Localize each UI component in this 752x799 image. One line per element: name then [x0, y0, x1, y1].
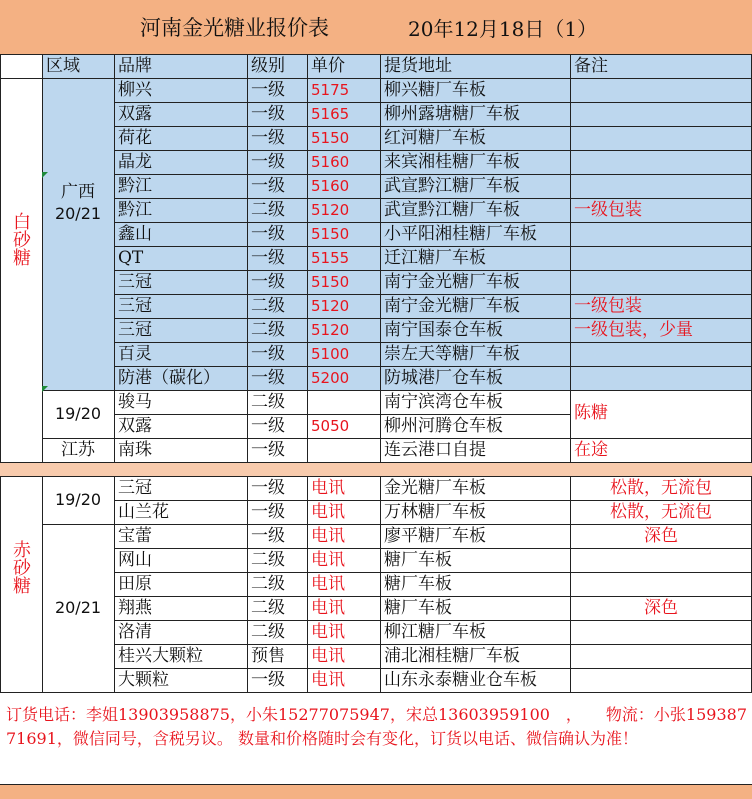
brand-cell: 网山 [118, 550, 152, 570]
grid-line [114, 270, 752, 271]
brand-cell: 防港（碳化） [118, 368, 220, 388]
grid-line [114, 54, 115, 462]
address-cell: 柳江糖厂车板 [384, 622, 486, 642]
brand-cell: QT [118, 248, 144, 268]
price-cell: 电讯 [311, 622, 345, 642]
note-cell [570, 366, 752, 390]
price-cell: 电讯 [311, 550, 345, 570]
grid-line [114, 414, 570, 415]
grid-line [0, 692, 752, 693]
period-label: 20/21 [54, 204, 102, 223]
section-separator [0, 462, 752, 476]
brand-cell: 柳兴 [118, 80, 152, 100]
price-cell: 5050 [311, 417, 350, 435]
grade-cell: 一级 [251, 128, 285, 148]
page-title: 河南金光糖业报价表 [140, 16, 329, 40]
grid-line [114, 668, 752, 669]
period-label: 19/20 [54, 404, 102, 423]
brand-cell: 田原 [118, 574, 152, 594]
grid-line [114, 644, 752, 645]
grade-cell: 一级 [251, 272, 285, 292]
grade-cell: 二级 [251, 392, 285, 412]
price-cell [307, 438, 380, 462]
grid-line [380, 54, 381, 462]
address-cell: 武宣黔江糖厂车板 [384, 176, 520, 196]
brand-cell: 桂兴大颗粒 [118, 646, 203, 666]
price-cell: 5175 [311, 81, 350, 99]
period-label: 19/20 [54, 490, 102, 509]
grid-line [42, 54, 43, 462]
price-cell: 5120 [311, 201, 350, 219]
note-cell [570, 644, 752, 668]
address-cell: 廖平糖厂车板 [384, 526, 486, 546]
grade-cell: 二级 [251, 550, 285, 570]
price-cell: 5160 [311, 153, 350, 171]
price-cell: 5150 [311, 225, 350, 243]
brand-cell: 双露 [118, 104, 152, 124]
grade-cell: 二级 [251, 320, 285, 340]
grid-line [307, 54, 308, 462]
category-label-red-sugar: 赤砂糖 [10, 540, 31, 594]
cell-marker [42, 172, 48, 178]
grade-cell: 一级 [251, 526, 285, 546]
address-cell: 柳州河腾仓车板 [384, 416, 503, 436]
grid-line [42, 390, 752, 391]
brand-cell: 骏马 [118, 392, 152, 412]
price-cell: 电讯 [311, 478, 345, 498]
price-cell: 5120 [311, 321, 350, 339]
grid-line [42, 524, 752, 525]
column-header: 品牌 [118, 56, 152, 76]
grid-line [114, 102, 752, 103]
brand-cell: 三冠 [118, 296, 152, 316]
note-cell: 松散，无流包 [610, 478, 712, 498]
grid-line [42, 476, 43, 692]
column-header: 单价 [311, 56, 345, 76]
grade-cell: 二级 [251, 598, 285, 618]
address-cell: 南宁滨湾仓车板 [384, 392, 503, 412]
footer-bar [0, 785, 752, 799]
grid-line [570, 476, 571, 692]
address-cell: 糖厂车板 [384, 550, 452, 570]
price-cell: 电讯 [311, 646, 345, 666]
grid-line [0, 476, 1, 692]
grid-line [114, 174, 752, 175]
brand-cell: 百灵 [118, 344, 152, 364]
grade-cell: 二级 [251, 296, 285, 316]
price-cell: 5120 [311, 297, 350, 315]
grid-line [380, 476, 381, 692]
grid-line [114, 548, 752, 549]
brand-cell: 黔江 [118, 176, 152, 196]
address-cell: 南宁金光糖厂车板 [384, 272, 520, 292]
price-cell: 电讯 [311, 670, 345, 690]
grid-line [0, 54, 752, 55]
brand-cell: 三冠 [118, 320, 152, 340]
period-label: 20/21 [54, 598, 102, 617]
grid-line [114, 126, 752, 127]
note-cell [570, 668, 752, 692]
address-cell: 红河糖厂车板 [384, 128, 486, 148]
grade-cell: 二级 [251, 574, 285, 594]
price-cell: 5100 [311, 345, 350, 363]
address-cell: 崇左天等糖厂车板 [384, 344, 520, 364]
grade-cell: 一级 [251, 670, 285, 690]
grid-line [114, 318, 752, 319]
grade-cell: 一级 [251, 152, 285, 172]
footer-contact: 订货电话：李姐13903958875，小朱15277075947，宋总13603959100 ， 物流：小张15938771691，微信同号，含税另议。 数量和价格随时会有变化，订货以电话、微信确认为准！ [6, 705, 748, 748]
note-cell [570, 270, 752, 294]
price-cell: 5165 [311, 105, 350, 123]
grid-line [0, 54, 1, 462]
brand-cell: 翔燕 [118, 598, 152, 618]
brand-cell: 双露 [118, 416, 152, 436]
grade-cell: 一级 [251, 368, 285, 388]
address-cell: 连云港口自提 [384, 440, 486, 460]
grade-cell: 一级 [251, 440, 285, 460]
grid-line [570, 54, 571, 462]
brand-cell: 山兰花 [118, 502, 169, 522]
grid-line [307, 476, 308, 692]
note-cell [570, 548, 752, 572]
brand-cell: 荷花 [118, 128, 152, 148]
note-cell [570, 246, 752, 270]
grid-line [114, 198, 752, 199]
note-cell: 在途 [574, 440, 608, 460]
grade-cell: 一级 [251, 224, 285, 244]
grid-line [247, 476, 248, 692]
price-cell: 电讯 [311, 574, 345, 594]
address-cell: 山东永泰糖业仓车板 [384, 670, 537, 690]
address-cell: 防城港厂仓车板 [384, 368, 503, 388]
note-cell [570, 342, 752, 366]
price-cell: 5150 [311, 129, 350, 147]
brand-cell: 南珠 [118, 440, 152, 460]
grade-cell: 一级 [251, 478, 285, 498]
note-cell [570, 126, 752, 150]
brand-cell: 宝蕾 [118, 526, 152, 546]
grade-cell: 二级 [251, 200, 285, 220]
brand-cell: 三冠 [118, 478, 152, 498]
grid-line [0, 78, 752, 79]
address-cell: 武宣黔江糖厂车板 [384, 200, 520, 220]
address-cell: 小平阳湘桂糖厂车板 [384, 224, 537, 244]
grid-line [114, 294, 752, 295]
grid-line [114, 342, 752, 343]
grid-line [42, 438, 752, 439]
grid-line [114, 596, 752, 597]
note-cell [570, 150, 752, 174]
grid-line [114, 572, 752, 573]
address-cell: 金光糖厂车板 [384, 478, 486, 498]
price-cell: 5200 [311, 369, 350, 387]
grade-cell: 一级 [251, 104, 285, 124]
grade-cell: 一级 [251, 416, 285, 436]
price-cell: 电讯 [311, 598, 345, 618]
brand-cell: 洛清 [118, 622, 152, 642]
price-cell: 电讯 [311, 502, 345, 522]
grid-line [114, 620, 752, 621]
grade-cell: 一级 [251, 248, 285, 268]
note-cell: 一级包装 [574, 200, 642, 220]
brand-cell: 三冠 [118, 272, 152, 292]
address-cell: 糖厂车板 [384, 574, 452, 594]
address-cell: 糖厂车板 [384, 598, 452, 618]
grid-line [0, 476, 752, 477]
column-header: 区域 [46, 56, 80, 76]
price-cell: 5150 [311, 273, 350, 291]
address-cell: 南宁国泰仓车板 [384, 320, 503, 340]
price-cell: 电讯 [311, 526, 345, 546]
note-cell: 一级包装，少量 [574, 320, 693, 340]
grade-cell: 二级 [251, 622, 285, 642]
grid-line [114, 222, 752, 223]
grid-line [114, 366, 752, 367]
note-cell [570, 174, 752, 198]
grid-line [247, 54, 248, 462]
note-cell: 一级包装 [574, 296, 642, 316]
note-cell [570, 102, 752, 126]
note-cell: 松散，无流包 [610, 502, 712, 522]
grade-cell: 一级 [251, 80, 285, 100]
grade-cell: 一级 [251, 344, 285, 364]
page-date: 20年12月18日（1） [408, 17, 598, 41]
note-cell [570, 78, 752, 102]
grade-cell: 一级 [251, 502, 285, 522]
address-cell: 迁江糖厂车板 [384, 248, 486, 268]
grade-cell: 预售 [251, 646, 285, 666]
column-header: 级别 [251, 56, 285, 76]
column-header: 提货地址 [384, 56, 452, 76]
note-cell [570, 222, 752, 246]
title-row [0, 0, 752, 54]
price-cell: 5155 [311, 249, 350, 267]
cell-marker [42, 386, 48, 392]
note-cell: 深色 [644, 598, 678, 618]
brand-cell: 黔江 [118, 200, 152, 220]
note-cell [570, 620, 752, 644]
address-cell: 万林糖厂车板 [384, 502, 486, 522]
brand-cell: 晶龙 [118, 152, 152, 172]
address-cell: 浦北湘桂糖厂车板 [384, 646, 520, 666]
grid-line [0, 462, 752, 463]
grid-line [114, 500, 752, 501]
brand-cell: 鑫山 [118, 224, 152, 244]
column-header: 备注 [574, 56, 608, 76]
category-label-white-sugar: 白砂糖 [10, 212, 31, 266]
address-cell: 来宾湘桂糖厂车板 [384, 152, 520, 172]
address-cell: 柳兴糖厂车板 [384, 80, 486, 100]
grid-line [114, 150, 752, 151]
address-cell: 南宁金光糖厂车板 [384, 296, 520, 316]
price-cell: 5160 [311, 177, 350, 195]
price-cell [307, 390, 380, 414]
region-label: 广西 [61, 182, 95, 202]
region-label: 江苏 [61, 440, 95, 460]
grid-line [114, 246, 752, 247]
address-cell: 柳州露塘糖厂车板 [384, 104, 520, 124]
grade-cell: 一级 [251, 176, 285, 196]
note-cell [570, 572, 752, 596]
note-cell: 陈糖 [574, 403, 608, 423]
note-cell: 深色 [644, 526, 678, 546]
brand-cell: 大颗粒 [118, 670, 169, 690]
grid-line [114, 476, 115, 692]
